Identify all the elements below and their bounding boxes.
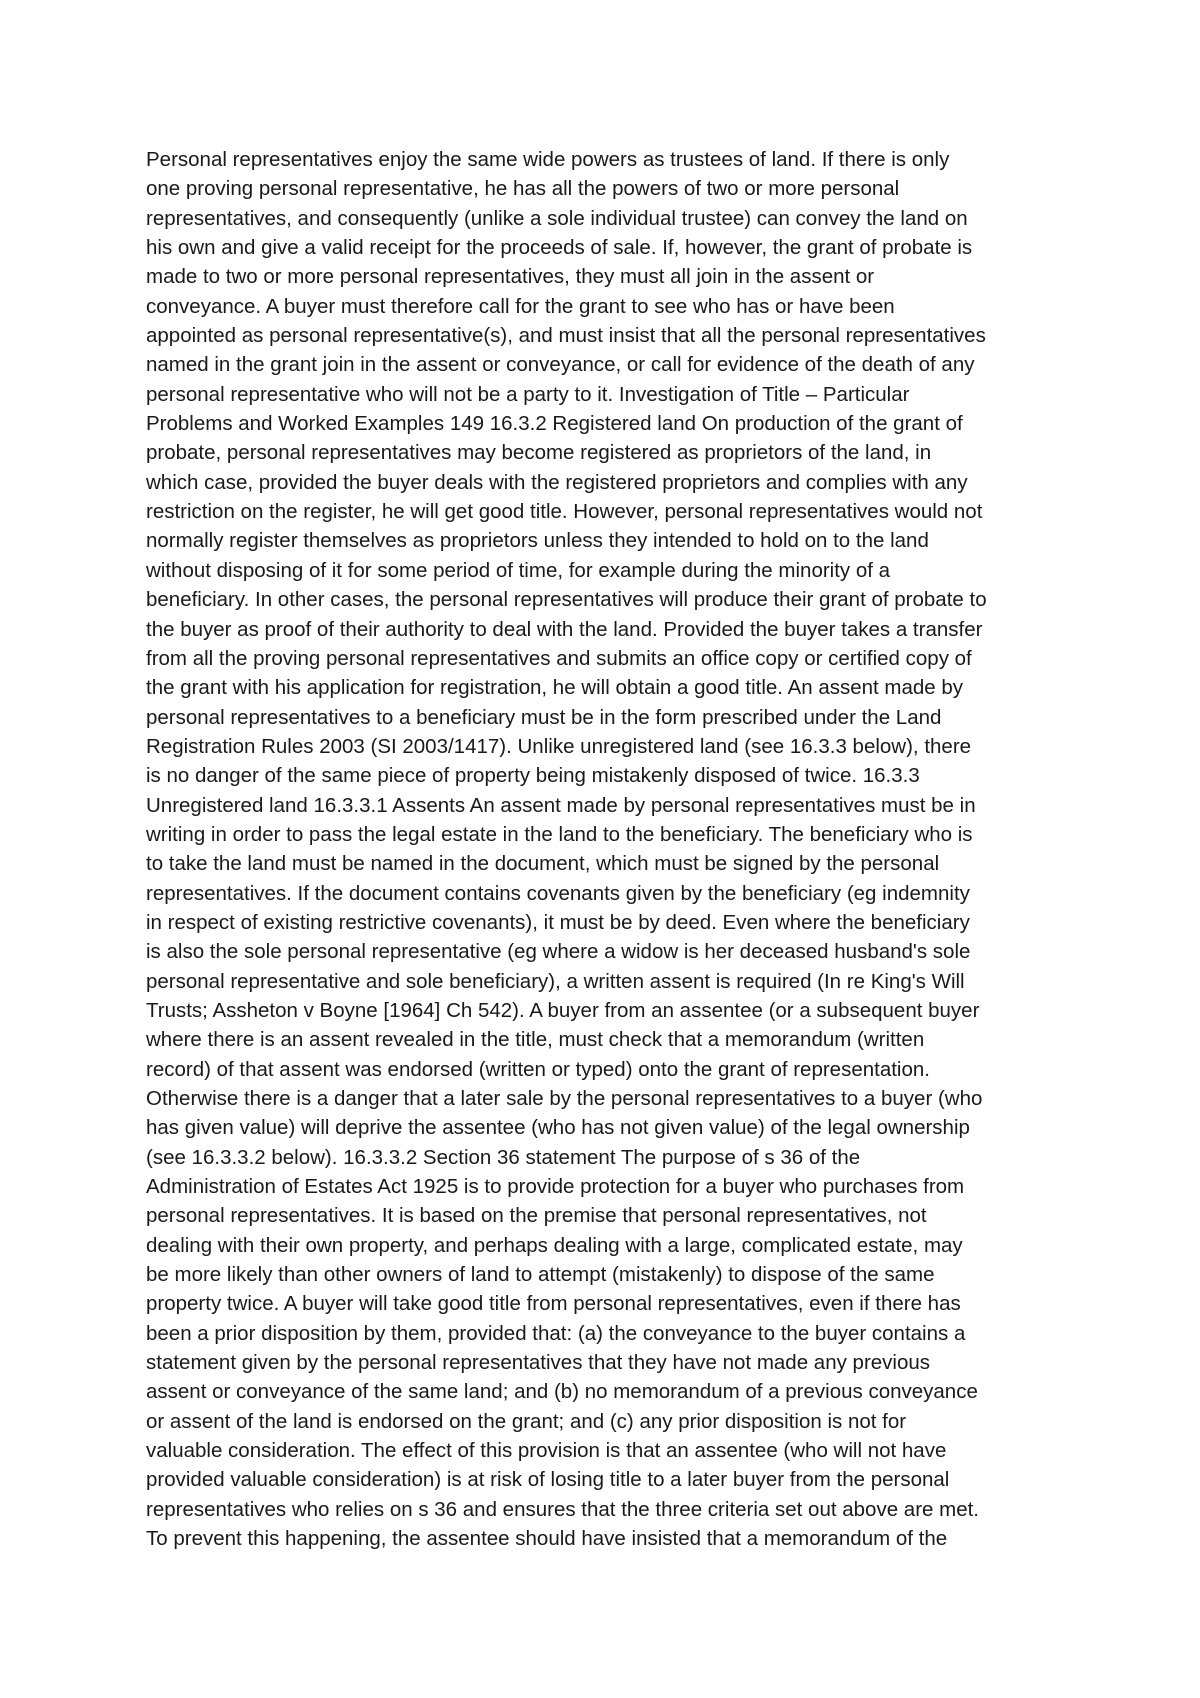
- text-line: Personal representatives enjoy the same wide powers as trustees of land. If there is only: [146, 148, 950, 171]
- text-line: record) of that assent was endorsed (written or typed) onto the grant of representation.: [146, 1057, 930, 1081]
- text-line: Problems and Worked Examples 149 16.3.2 Registered land On production of the grant of: [146, 412, 963, 436]
- text-line: where there is an assent revealed in the title, must check that a memorandum (written: [146, 1028, 925, 1052]
- text-line: personal representative and sole beneficiary), a written assent is required (In re King's Will: [146, 969, 965, 993]
- text-line: restriction on the register, he will get good title. However, personal representatives would not: [146, 500, 983, 524]
- text-line: which case, provided the buyer deals with the registered proprietors and complies with any: [146, 470, 968, 494]
- text-line: To prevent this happening, the assentee should have insisted that a memorandum of the: [146, 1527, 948, 1551]
- text-line: the grant with his application for registration, he will obtain a good title. An assent made by: [146, 676, 964, 700]
- text-line: without disposing of it for some period of time, for example during the minority of a: [146, 558, 891, 582]
- text-line: probate, personal representatives may become registered as proprietors of the land, in: [146, 441, 932, 465]
- text-line: is no danger of the same piece of property being mistakenly disposed of twice. 16.3.3: [146, 764, 920, 788]
- text-line: the buyer as proof of their authority to deal with the land. Provided the buyer takes a transfer: [146, 617, 983, 641]
- text-line: Registration Rules 2003 (SI 2003/1417). Unlike unregistered land (see 16.3.3 below), there: [146, 734, 972, 758]
- text-line: his own and give a valid receipt for the proceeds of sale. If, however, the grant of probate is: [146, 236, 973, 260]
- text-line: statement given by the personal representatives that they have not made any previous: [146, 1351, 931, 1375]
- text-line: personal representatives. It is based on the premise that personal representatives, not: [146, 1204, 927, 1228]
- text-line: beneficiary. In other cases, the personal representatives will produce their grant of probate to: [146, 588, 987, 612]
- body-text: [146, 145, 1086, 1554]
- text-line: in respect of existing restrictive covenants), it must be by deed. Even where the beneficiary: [146, 910, 970, 934]
- text-line: provided valuable consideration) is at risk of losing title to a later buyer from the personal: [146, 1468, 950, 1492]
- text-line: appointed as personal representative(s), and must insist that all the personal representatives: [146, 324, 986, 348]
- text-line: writing in order to pass the legal estate in the land to the beneficiary. The beneficiary who is: [146, 822, 973, 846]
- text-line: has given value) will deprive the assentee (who has not given value) of the legal ownership: [146, 1116, 970, 1140]
- text-line: assent or conveyance of the same land; and (b) no memorandum of a previous conveyance: [146, 1380, 978, 1404]
- text-line: dealing with their own property, and perhaps dealing with a large, complicated estate, may: [146, 1233, 963, 1257]
- text-line: normally register themselves as proprietors unless they intended to hold on to the land: [146, 529, 929, 553]
- text-line: conveyance. A buyer must therefore call for the grant to see who has or have been: [146, 294, 895, 318]
- text-line: one proving personal representative, he has all the powers of two or more personal: [146, 177, 900, 201]
- text-line: made to two or more personal representatives, they must all join in the assent or: [146, 265, 875, 289]
- text-line: named in the grant join in the assent or conveyance, or call for evidence of the death of any: [146, 353, 975, 377]
- text-line: representatives. If the document contains covenants given by the beneficiary (eg indemnity: [146, 881, 970, 905]
- text-line: or assent of the land is endorsed on the grant; and (c) any prior disposition is not for: [146, 1409, 907, 1433]
- text-line: valuable consideration. The effect of this provision is that an assentee (who will not have: [146, 1439, 947, 1463]
- text-line: personal representative who will not be a party to it. Investigation of Title – Particular: [146, 382, 910, 406]
- text-line: property twice. A buyer will take good title from personal representatives, even if there has: [146, 1292, 961, 1316]
- text-line: be more likely than other owners of land to attempt (mistakenly) to dispose of the same: [146, 1263, 935, 1287]
- text-line: been a prior disposition by them, provided that: (a) the conveyance to the buyer contains a: [146, 1321, 966, 1345]
- text-line: personal representatives to a beneficiary must be in the form prescribed under the Land: [146, 705, 942, 729]
- text-line: representatives who relies on s 36 and ensures that the three criteria set out above are met.: [146, 1497, 979, 1521]
- text-line: Otherwise there is a danger that a later sale by the personal representatives to a buyer (who: [146, 1087, 983, 1110]
- text-line: (see 16.3.3.2 below). 16.3.3.2 Section 36 statement The purpose of s 36 of the: [146, 1145, 861, 1169]
- text-line: is also the sole personal representative (eg where a widow is her deceased husband's sole: [146, 940, 971, 964]
- text-line: to take the land must be named in the document, which must be signed by the personal: [146, 852, 940, 876]
- text-line: from all the proving personal representatives and submits an office copy or certified copy of: [146, 646, 972, 670]
- text-line: Unregistered land 16.3.3.1 Assents An assent made by personal representatives must be in: [146, 793, 976, 817]
- text-line: Administration of Estates Act 1925 is to provide protection for a buyer who purchases from: [146, 1175, 965, 1199]
- text-line: Trusts; Assheton v Boyne [1964] Ch 542). A buyer from an assentee (or a subsequent buyer: [146, 998, 980, 1022]
- text-line: representatives, and consequently (unlike a sole individual trustee) can convey the land on: [146, 206, 968, 230]
